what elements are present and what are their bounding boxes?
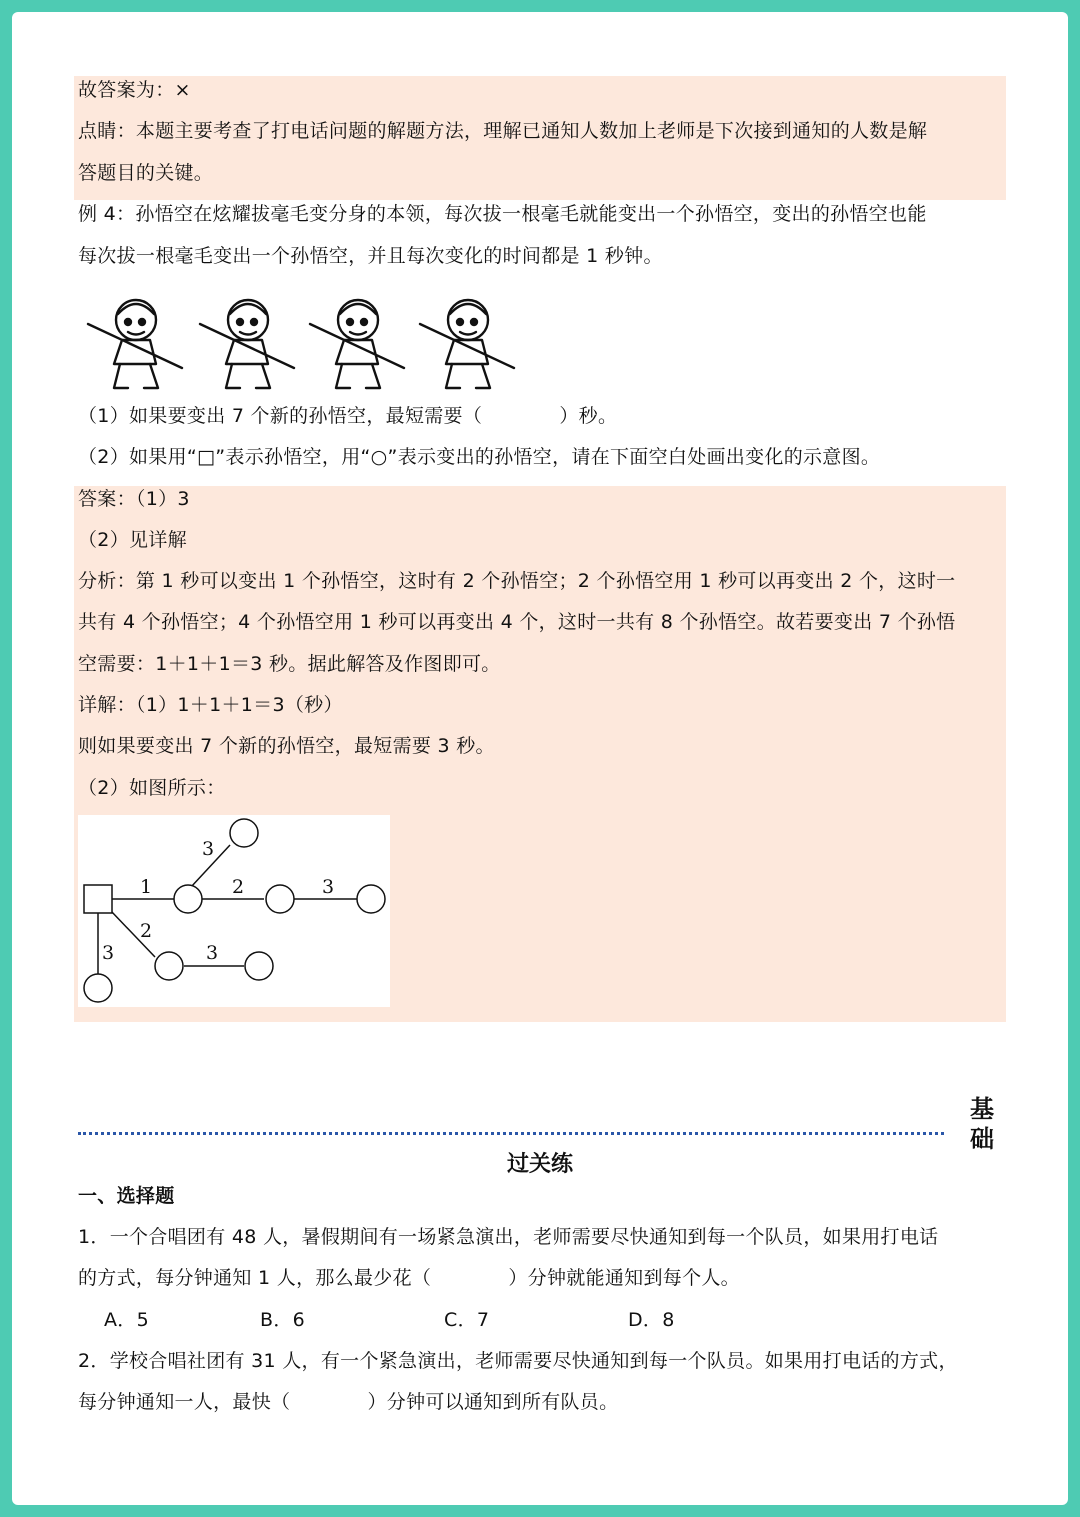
clone-circle <box>357 885 385 913</box>
practice-title: 过关练 <box>506 1152 573 1177</box>
edge-label: 2 <box>140 920 153 942</box>
problem-1-options <box>78 1300 1018 1341</box>
problem-1-line-1: 1．一个合唱团有 48 人，暑假期间有一场紧急演出，老师需要尽快通知到每一个队员，如果用打电话 <box>78 1226 939 1248</box>
option-c[interactable]: C．7 <box>444 1309 490 1331</box>
edge-label: 3 <box>202 838 215 860</box>
question-1: （1）如果要变出 7 个新的孙悟空，最短需要（ ）秒。 <box>78 405 618 427</box>
dotted-divider <box>78 1132 944 1135</box>
monkey-king-icon <box>306 294 410 398</box>
side-title-char: 础 <box>970 1124 994 1153</box>
edge-label: 3 <box>322 876 335 898</box>
edge-label: 3 <box>102 942 115 964</box>
detail-line-2: 则如果要变出 7 个新的孙悟空，最短需要 3 秒。 <box>78 735 495 757</box>
document-page <box>12 12 1068 1505</box>
propagation-diagram <box>78 815 390 1007</box>
example-4-line-2: 每次拔一根毫毛变出一个孙悟空，并且每次变化的时间都是 1 秒钟。 <box>78 245 663 267</box>
side-title-char: 基 <box>970 1094 994 1123</box>
edge-label: 2 <box>232 876 245 898</box>
clone-circle <box>174 885 202 913</box>
option-d[interactable]: D．8 <box>628 1309 675 1331</box>
analysis-line-1: 分析：第 1 秒可以变出 1 个孙悟空，这时有 2 个孙悟空；2 个孙悟空用 1 秒可以再变出 2 个，这时一 <box>78 570 956 592</box>
detail-line-3: （2）如图所示： <box>78 777 226 799</box>
tip-line-1: 点睛：本题主要考查了打电话问题的解题方法，理解已通知人数加上老师是下次接到通知的人数是解 <box>78 120 928 142</box>
problem-2-line-2: 每分钟通知一人，最快（ ）分钟可以通知到所有队员。 <box>78 1391 619 1413</box>
problem-1-line-2: 的方式，每分钟通知 1 人，那么最少花（ ）分钟就能通知到每个人。 <box>78 1267 740 1289</box>
section-title: 一、选择题 <box>78 1185 175 1207</box>
question-2: （2）如果用“□”表示孙悟空，用“○”表示变出的孙悟空，请在下面空白处画出变化的示意图。 <box>78 446 881 468</box>
monkey-king-icon <box>196 294 300 398</box>
detail-line-1: 详解：（1）1＋1＋1＝3（秒） <box>78 694 343 716</box>
tip-line-2: 答题目的关键。 <box>78 162 214 184</box>
problem-2-line-1: 2．学校合唱社团有 31 人，有一个紧急演出，老师需要尽快通知到每一个队员。如果用打电话的方式， <box>78 1350 958 1372</box>
clone-circle <box>266 885 294 913</box>
analysis-line-3: 空需要：1＋1＋1＝3 秒。据此解答及作图即可。 <box>78 653 501 675</box>
monkey-king-icon <box>416 294 520 398</box>
answer-part-2: （2）见详解 <box>78 529 187 551</box>
option-b[interactable]: B．6 <box>260 1309 306 1331</box>
answer-label: 答案：（1）3 <box>78 488 190 510</box>
monkey-king-icon <box>84 294 188 398</box>
clone-circle <box>245 952 273 980</box>
side-title <box>962 1094 1002 1154</box>
sun-wukong-square <box>84 885 112 913</box>
answer-line: 故答案为：× <box>78 79 191 101</box>
edge-label: 1 <box>140 876 153 898</box>
clone-circle <box>84 974 112 1002</box>
clone-circle <box>155 952 183 980</box>
clone-circle <box>230 819 258 847</box>
edge-label: 3 <box>206 942 219 964</box>
option-a[interactable]: A．5 <box>104 1309 149 1331</box>
analysis-line-2: 共有 4 个孙悟空；4 个孙悟空用 1 秒可以再变出 4 个，这时一共有 8 个孙悟空。故若要变出 7 个孙悟 <box>78 611 956 633</box>
example-4-line-1: 例 4：孙悟空在炫耀拔毫毛变分身的本领，每次拔一根毫毛就能变出一个孙悟空，变出的孙悟空也能 <box>78 203 927 225</box>
